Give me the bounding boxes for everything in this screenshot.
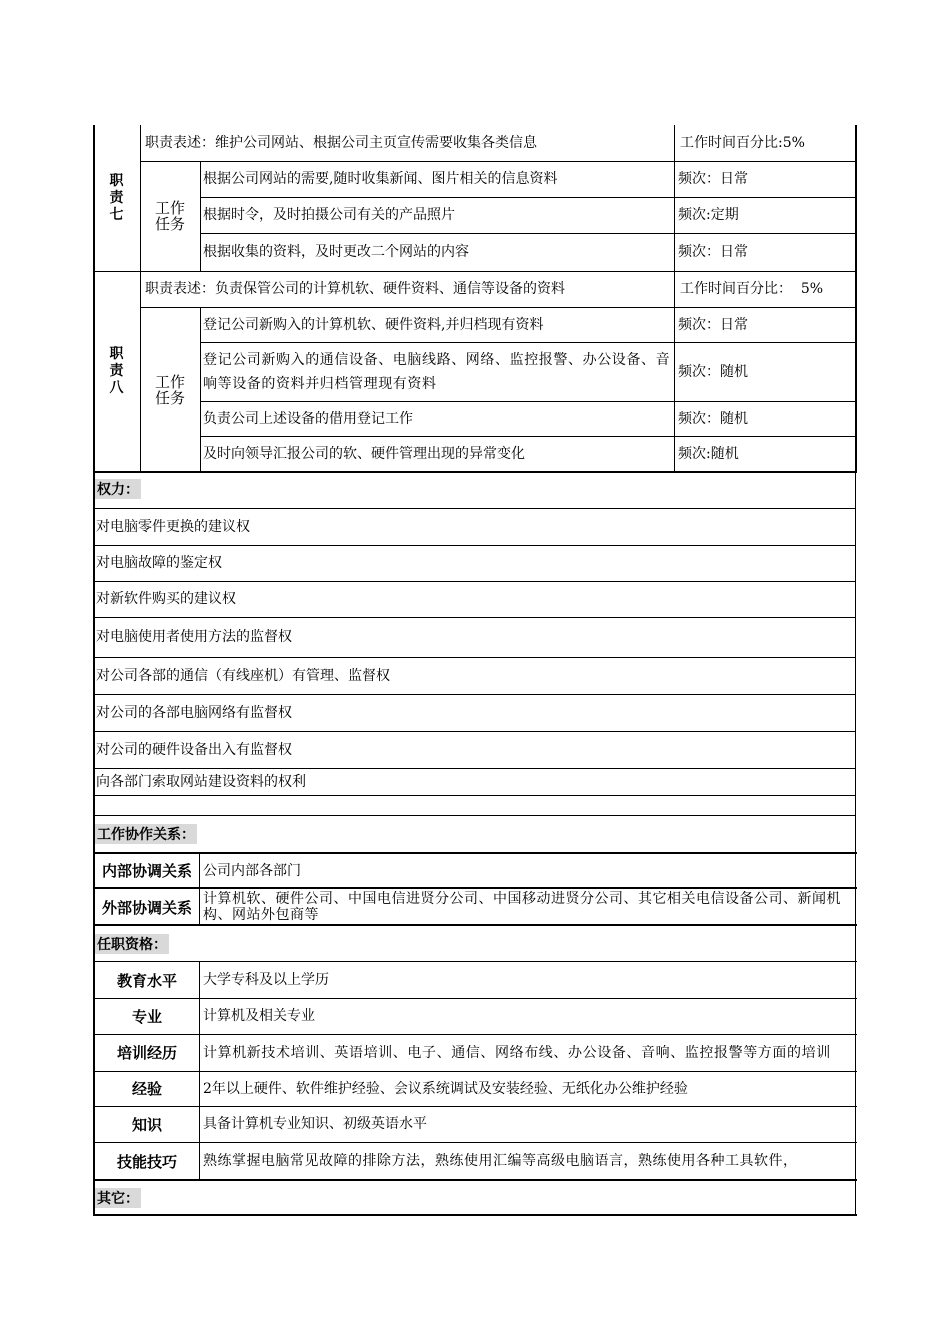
qualification-value-skills: 熟练掌握电脑常见故障的排除方法，熟练使用汇编等高级电脑语言，熟练使用各种工具软件，	[203, 1153, 798, 1169]
divider	[93, 545, 856, 546]
divider	[93, 1106, 857, 1107]
internal-relations-label: 内部协调关系	[101, 862, 192, 880]
divider	[200, 342, 857, 343]
divider	[200, 307, 201, 472]
duty8-task-3: 负责公司上述设备的借用登记工作	[203, 410, 413, 427]
authority-item: 对公司各部的通信（有线座机）有管理、监督权	[96, 667, 390, 684]
divider	[93, 471, 857, 473]
divider	[674, 125, 675, 472]
duty7-task-2-freq: 频次:定期	[678, 207, 739, 223]
divider	[93, 795, 856, 796]
divider	[200, 161, 201, 271]
authority-item: 对电脑零件更换的建议权	[96, 519, 250, 535]
divider	[140, 307, 857, 308]
divider	[200, 197, 857, 198]
divider	[93, 998, 857, 999]
qualification-value-education: 大学专科及以上学历	[203, 972, 329, 988]
frame-right	[855, 125, 857, 472]
qualification-label-experience: 经验	[131, 1080, 162, 1098]
duty8-summary: 职责表述：负责保管公司的计算机软、硬件资料、通信等设备的资料	[145, 281, 565, 297]
qualification-value-training: 计算机新技术培训、英语培训、电子、通信、网络布线、办公设备、音响、监控报警等方面的培训	[203, 1044, 831, 1061]
authority-item: 对新软件购买的建议权	[96, 591, 236, 607]
divider	[93, 1034, 857, 1035]
authority-item: 对公司的各部电脑网络有监督权	[96, 704, 292, 721]
duty8-task-3-freq: 频次：随机	[678, 410, 748, 427]
divider	[93, 887, 857, 889]
divider	[93, 694, 856, 695]
qualification-value-knowledge: 具备计算机专业知识、初级英语水平	[203, 1116, 427, 1132]
duty8-label: 职责八	[109, 346, 124, 396]
qualification-value-experience: 2年以上硬件、软件维护经验、会议系统调试及安装经验、无纸化办公维护经验	[203, 1080, 688, 1097]
external-relations-label: 外部协调关系	[101, 898, 192, 917]
divider	[93, 1179, 857, 1181]
divider	[93, 1142, 857, 1143]
divider	[200, 233, 857, 234]
divider	[93, 617, 856, 618]
duty8-task-label: 工作任务	[154, 372, 185, 407]
relations-title: 工作协作关系：	[95, 819, 395, 849]
duty7-task-1: 根据公司网站的需要,随时收集新闻、图片相关的信息资料	[203, 171, 558, 187]
duty8-task-1: 登记公司新购入的计算机软、硬件资料,并归档现有资料	[203, 316, 544, 333]
frame-right-lower	[855, 472, 856, 1216]
qualification-label-knowledge: 知识	[131, 1115, 162, 1134]
divider	[93, 581, 856, 582]
divider	[140, 161, 857, 162]
authority-item: 对公司的硬件设备出入有监督权	[96, 741, 292, 758]
qualification-label-training: 培训经历	[116, 1044, 177, 1062]
duty7-task-3-freq: 频次：日常	[678, 244, 748, 260]
divider	[140, 125, 141, 472]
internal-relations-value: 公司内部各部门	[203, 862, 301, 879]
qualification-label-skills: 技能技巧	[116, 1152, 177, 1171]
duty8-percent: 工作时间百分比： 5%	[680, 281, 824, 297]
divider	[199, 961, 200, 1180]
divider	[93, 924, 857, 926]
duty7-task-label: 工作任务	[154, 199, 185, 233]
qualifications-title: 任职资格：	[95, 929, 395, 959]
divider	[93, 1071, 857, 1072]
divider	[93, 815, 856, 816]
duty7-percent: 工作时间百分比:5%	[680, 135, 805, 151]
duty7-task-2: 根据时令，及时拍摄公司有关的产品照片	[203, 207, 455, 223]
divider	[93, 271, 857, 272]
divider	[199, 853, 200, 925]
authority-item: 对电脑故障的鉴定权	[96, 555, 222, 571]
qualification-label-major: 专业	[131, 1007, 162, 1026]
duty7-task-3: 根据收集的资料，及时更改二个网站的内容	[203, 244, 469, 260]
divider	[93, 961, 857, 962]
divider	[93, 508, 856, 509]
divider	[200, 401, 857, 402]
divider	[93, 731, 856, 732]
authority-item: 向各部门索取网站建设资料的权利	[96, 773, 306, 790]
authority-item: 对电脑使用者使用方法的监督权	[96, 629, 292, 645]
other-title: 其它：	[95, 1183, 395, 1213]
frame-left	[93, 125, 95, 1216]
duty7-summary: 职责表述：维护公司网站、根据公司主页宣传需要收集各类信息	[145, 135, 537, 151]
divider	[93, 657, 856, 658]
qualification-label-education: 教育水平	[116, 971, 177, 990]
duty8-task-2: 登记公司新购入的通信设备、电脑线路、网络、监控报警、办公设备、音响等设备的资料并归档管理现有资料	[203, 351, 671, 392]
external-relations-value: 计算机软、硬件公司、中国电信进贤分公司、中国移动进贤分公司、其它相关电信设备公司、新闻机构、网站外包商等	[203, 891, 841, 923]
duty8-task-2-freq: 频次：随机	[678, 363, 748, 380]
duty8-task-4: 及时向领导汇报公司的软、硬件管理出现的异常变化	[203, 446, 525, 462]
authority-title: 权力：	[95, 474, 395, 504]
duty8-task-4-freq: 频次:随机	[678, 446, 739, 462]
divider	[93, 768, 856, 769]
frame-bottom	[93, 1214, 857, 1216]
divider	[93, 852, 857, 854]
qualification-value-major: 计算机及相关专业	[203, 1008, 315, 1024]
duty7-label: 职责七	[109, 172, 124, 223]
divider	[200, 436, 857, 437]
duty8-task-1-freq: 频次：日常	[678, 316, 748, 333]
duty7-task-1-freq: 频次：日常	[678, 171, 748, 187]
